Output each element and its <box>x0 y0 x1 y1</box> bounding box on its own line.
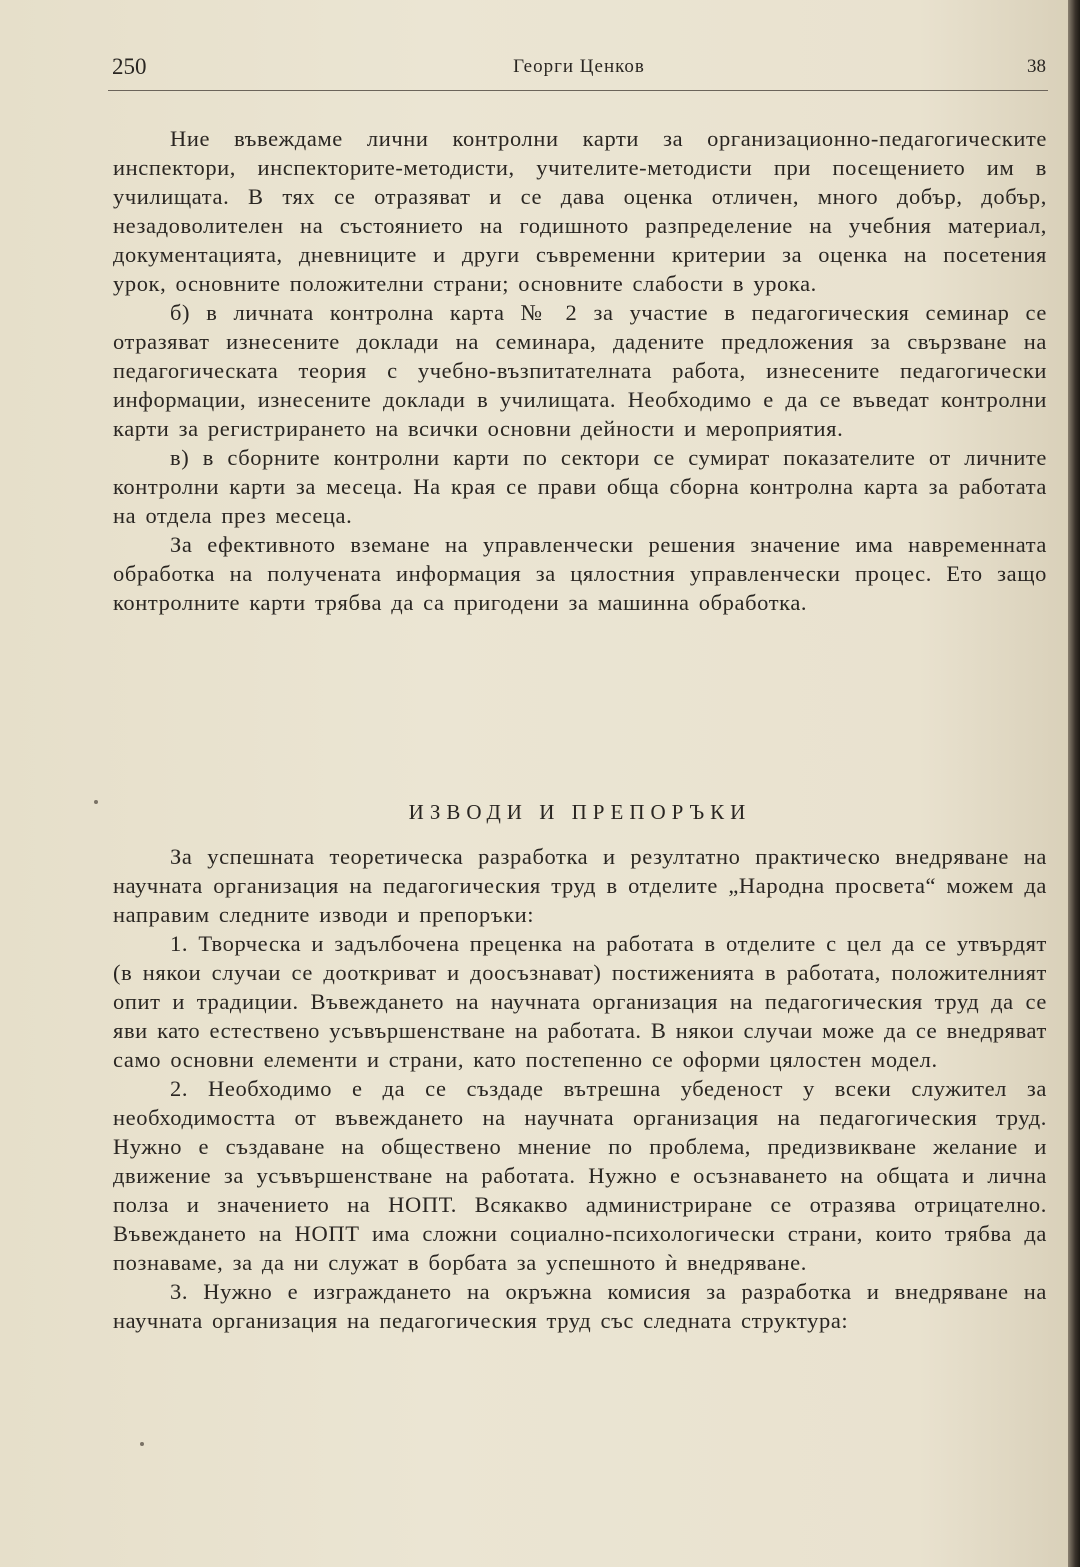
print-speck <box>94 800 98 804</box>
running-header <box>112 52 1046 88</box>
paragraph-recommendation-3: 3. Нужно е изграждането на окръжна комисия за разработка и внедряване на научната организация на педагогическия труд със следната структура: <box>113 1279 1047 1333</box>
issue-number: 38 <box>1027 56 1046 77</box>
paragraph-item-c: в) в сборните контролни карти по сектори се сумират показателите от личните контролни карти за месеца. На края се прави обща сборна контролна карта за работата на отдела през месеца. <box>113 445 1047 528</box>
running-title: Георги Ценков <box>513 56 645 77</box>
paragraph-control-cards: Ние въвеждаме лични контролни карти за организационно-педагогическите инспектори, инспекторите-методисти, учителите-методисти при посещението им в училищата. В тях се отразяват и се дава оценка отличен, много добър, добър, незадоволителен на състоянието на годишното разпределение на учебния материал, документацията, дневниците и други съвременни критерии за оценка на посетения урок, основните положителни страни; основните слабости в урока. <box>113 126 1047 296</box>
paragraph-decisions: За ефективното вземане на управленчески решения значение има навременната обработка на получената информация за цялостния управленчески процес. Ето защо контролните карти трябва да са пригодени за машинна обработка. <box>113 532 1047 615</box>
paragraph-conclusions-intro: За успешната теоретическа разработка и резултатно практическо внедряване на научната организация на педагогическия труд в отделите „Народна просвета“ можем да направим следните изводи и препоръки: <box>113 844 1047 927</box>
print-speck <box>140 1442 144 1446</box>
body-text-top <box>113 124 1047 617</box>
header-rule <box>108 90 1048 91</box>
body-text-bottom <box>113 842 1047 1335</box>
page-number: 250 <box>112 54 147 79</box>
section-title: ИЗВОДИ И ПРЕПОРЪКИ <box>408 800 752 824</box>
paragraph-recommendation-1: 1. Творческа и задълбочена преценка на работата в отделите с цел да се утвърдят (в някои случаи се дооткриват и доосъзнават) постиженията в работата, положителният опит и традиции. Въвеждането на научната организация на педагогическия труд да се яви като естествено усъвършенстване на работата. В някои случаи може да се внедряват само основни елементи и страни, като постепенно се оформи цялостен модел. <box>113 931 1047 1072</box>
paragraph-recommendation-2: 2. Необходимо е да се създаде вътрешна убеденост у всеки служител за необходимостта от въвеждането на научната организация на педагогическия труд. Нужно е създаване на обществено мнение по проблема, предизвикване желание и движение за усъвършенстване на работата. Нужно е осъзнаването на общата и лична полза и значението на НОПТ. Всякакво администриране се отразява отрицателно. Въвеждането на НОПТ има сложни социално-психологически страни, които трябва да познаваме, за да ни служат в борбата за успешното ѝ внедряване. <box>113 1076 1047 1275</box>
paragraph-item-b: б) в личната контролна карта № 2 за участие в педагогическия семинар се отразяват изнесените доклади на семинара, дадените предложения за свързване на педагогическата теория с учебно-възпитателната работа, изнесените педагогически информации, изнесените доклади в училищата. Необходимо е да се въведат контролни карти за регистрирането на всички основни дейности и мероприятия. <box>113 300 1047 441</box>
book-spine-shadow <box>1068 0 1080 1567</box>
